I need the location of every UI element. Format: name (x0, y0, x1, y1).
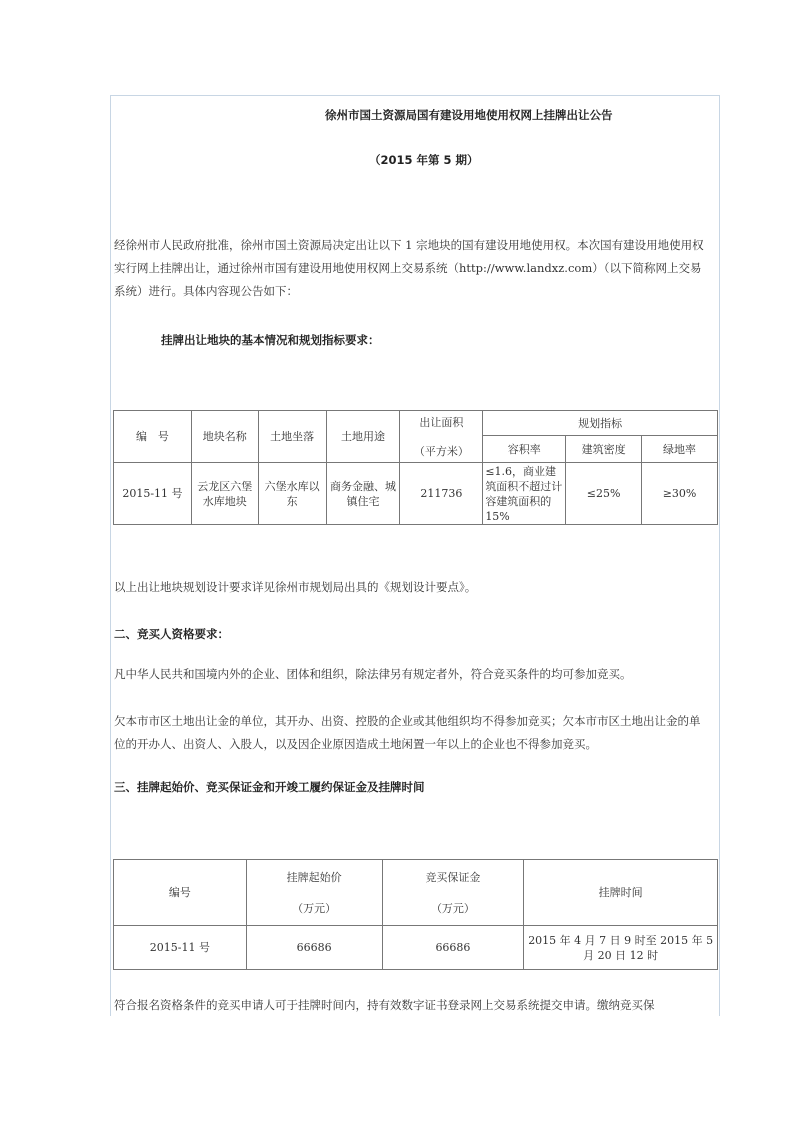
header-deposit-line2: （万元） (430, 901, 475, 915)
cell-deposit: 66686 (382, 926, 524, 970)
cell-use: 商务金融、城镇住宅 (326, 463, 400, 525)
section1-heading: 挂牌出让地块的基本情况和规划指标要求： (161, 333, 380, 347)
header-density: 建筑密度 (566, 436, 642, 463)
section2-heading: 二、竞买人资格要求： (114, 627, 229, 641)
closing-text: 符合报名资格条件的竞买申请人可于挂牌时间内，持有效数字证书登录网上交易系统提交申请。缴纳竞买保 (114, 998, 655, 1012)
document-title: 徐州市国土资源局国有建设用地使用权网上挂牌出让公告 (325, 108, 613, 122)
header-planning: 规划指标 (483, 411, 718, 436)
document-issue: （2015 年第 5 期） (369, 153, 479, 167)
parcel-table (113, 410, 718, 525)
document-frame (110, 95, 720, 1016)
header-location: 土地坐落 (258, 411, 326, 463)
header-area (400, 411, 483, 463)
cell-id: 2015-11 号 (114, 463, 192, 525)
header-start-price (246, 860, 382, 926)
cell-density: ≤25% (566, 463, 642, 525)
cell-area: 211736 (400, 463, 483, 525)
intro-paragraph: 经徐州市人民政府批准，徐州市国土资源局决定出让以下 1 宗地块的国有建设用地使用权。本次国有建设用地使用权实行网上挂牌出让，通过徐州市国有建设用地使用权网上交易系统（http://www.landxz.com）（以下简称网上交易系统）进行。具体内容现公告如下： (114, 238, 704, 298)
header-deposit-line1: 竞买保证金 (425, 870, 481, 884)
header-start-price-line1: 挂牌起始价 (286, 870, 342, 884)
price-table (113, 859, 718, 970)
header-area-line2: （平方米） (413, 444, 469, 458)
table-row (114, 463, 718, 525)
cell-id: 2015-11 号 (114, 926, 247, 970)
cell-far: ≤1.6，商业建筑面积不超过计容建筑面积的 15% (483, 463, 566, 525)
header-id: 编号 (114, 860, 247, 926)
cell-location: 六堡水库以东 (258, 463, 326, 525)
section3-heading: 三、挂牌起始价、竞买保证金和开竣工履约保证金及挂牌时间 (114, 780, 425, 794)
cell-start-price: 66686 (246, 926, 382, 970)
cell-time: 2015 年 4 月 7 日 9 时至 2015 年 5 月 20 日 12 时 (524, 926, 718, 970)
header-area-line1: 出让面积 (419, 415, 464, 429)
header-id: 编 号 (114, 411, 192, 463)
planning-note: 以上出让地块规划设计要求详见徐州市规划局出具的《规划设计要点》。 (114, 580, 477, 594)
header-start-price-line2: （万元） (292, 901, 337, 915)
header-time: 挂牌时间 (524, 860, 718, 926)
header-far: 容积率 (483, 436, 566, 463)
cell-name: 云龙区六堡水库地块 (191, 463, 258, 525)
header-green: 绿地率 (642, 436, 718, 463)
table-row (114, 926, 718, 970)
header-use: 土地用途 (326, 411, 400, 463)
header-name: 地块名称 (191, 411, 258, 463)
section2-paragraph-1: 凡中华人民共和国境内外的企业、团体和组织，除法律另有规定者外，符合竞买条件的均可参加竞买。 (114, 667, 632, 681)
header-deposit (382, 860, 524, 926)
cell-green: ≥30% (642, 463, 718, 525)
section2-paragraph-2: 欠本市市区土地出让金的单位，其开办、出资、控股的企业或其他组织均不得参加竞买；欠本市市区土地出让金的单位的开办人、出资人、入股人，以及因企业原因造成土地闲置一年以上的企业也不得参加竞买。 (114, 714, 701, 751)
